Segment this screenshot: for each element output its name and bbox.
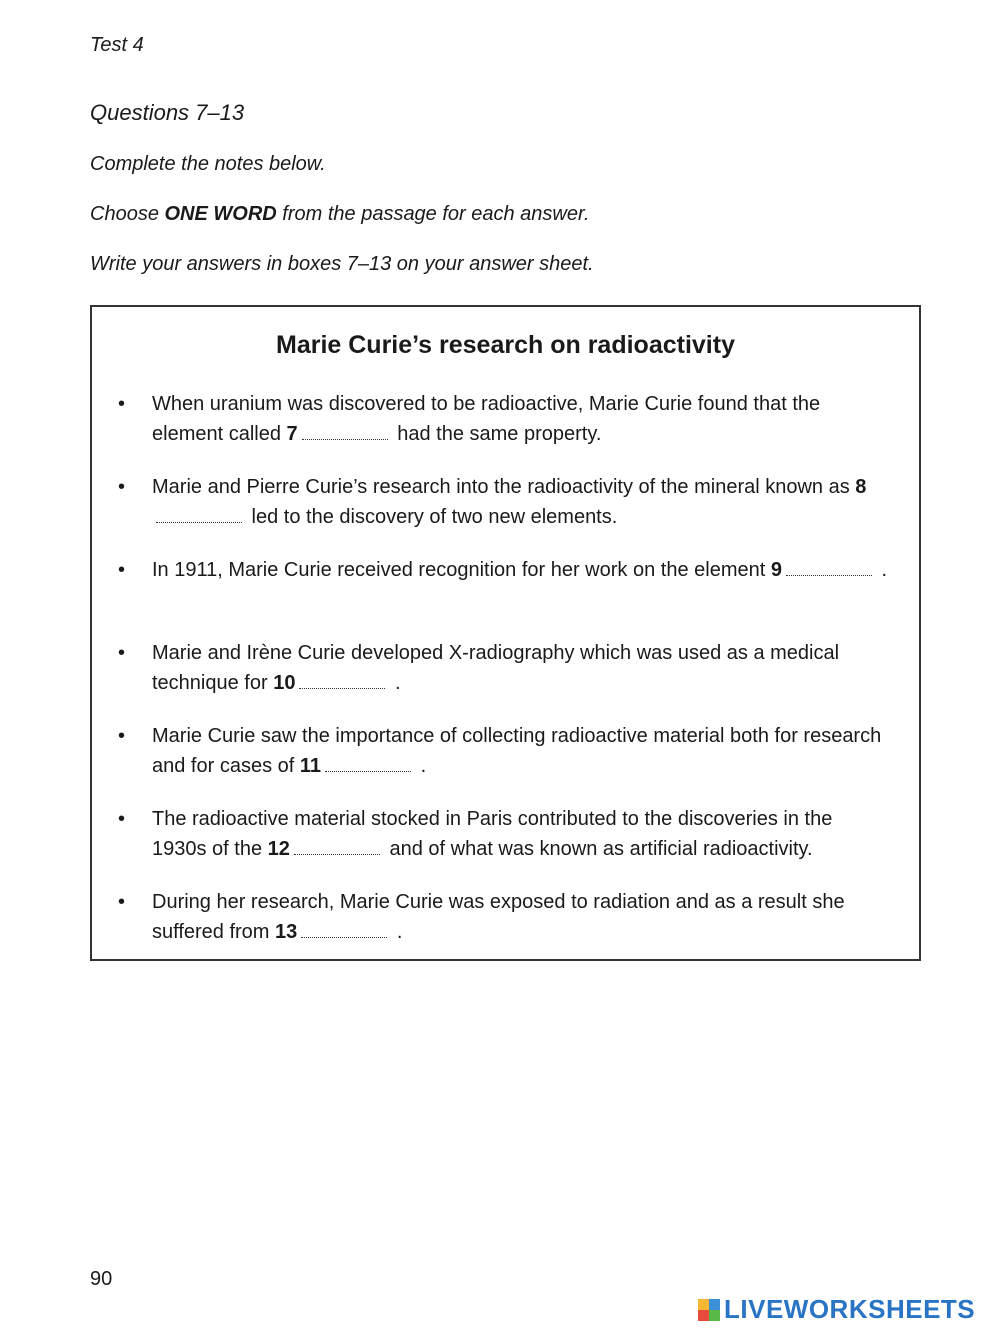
question-number: 12	[267, 838, 290, 860]
note-text-after: .	[875, 559, 888, 581]
note-item	[92, 472, 919, 532]
note-text-before: Marie and Irène Curie developed X-radiography which was used as a medical technique for	[152, 642, 840, 694]
question-number: 7	[286, 423, 298, 445]
notes-title: Marie Curie’s research on radioactivity	[276, 331, 735, 359]
answer-blank[interactable]	[156, 504, 242, 523]
note-text-before: During her research, Marie Curie was exposed to radiation and as a result she suffered from	[152, 891, 845, 943]
instruction-complete: Complete the notes below.	[90, 153, 326, 175]
bullet-icon: •	[118, 891, 126, 913]
note-text-before: The radioactive material stocked in Paris contributed to the discoveries in the 1930s of the	[152, 808, 833, 860]
answer-blank[interactable]	[786, 557, 872, 576]
question-number: 11	[299, 755, 322, 777]
instruction-choose-post: from the passage for each answer.	[276, 203, 590, 225]
answer-blank[interactable]	[301, 919, 387, 938]
answer-blank[interactable]	[302, 421, 388, 440]
bullet-icon: •	[118, 808, 126, 830]
note-text-after: .	[389, 672, 401, 694]
note-text-before: Marie Curie saw the importance of collecting radioactive material both for research and for cases of	[152, 725, 882, 777]
note-item	[92, 804, 919, 864]
note-text-after: and of what was known as artificial radioactivity.	[383, 838, 813, 860]
note-text-before: Marie and Pierre Curie’s research into the radioactivity of the mineral known as	[152, 476, 856, 498]
note-item	[92, 887, 919, 947]
liveworksheets-logo	[698, 1294, 975, 1325]
notes-list	[92, 389, 919, 970]
questions-title: Questions 7–13	[90, 100, 245, 125]
note-item	[92, 555, 919, 615]
note-item	[92, 389, 919, 449]
bullet-icon: •	[118, 476, 126, 498]
answer-blank[interactable]	[294, 836, 380, 855]
instruction-choose-bold: ONE WORD	[164, 203, 277, 225]
bullet-icon: •	[118, 393, 126, 415]
instruction-write: Write your answers in boxes 7–13 on your answer sheet.	[90, 253, 594, 275]
note-text-before: When uranium was discovered to be radioactive, Marie Curie found that the element called	[152, 393, 821, 445]
bullet-icon: •	[118, 725, 126, 747]
test-label: Test 4	[90, 34, 144, 56]
note-text-before: In 1911, Marie Curie received recognition for her work on the element	[152, 559, 771, 581]
liveworksheets-logo-text: LIVEWORKSHEETS	[724, 1294, 976, 1324]
instruction-choose-pre: Choose	[90, 203, 165, 225]
bullet-icon: •	[118, 642, 126, 664]
liveworksheets-logo-icon	[698, 1299, 720, 1321]
answer-blank[interactable]	[325, 753, 411, 772]
page-number: 90	[90, 1268, 113, 1290]
note-text-after: had the same property.	[391, 423, 602, 445]
instruction-choose	[90, 203, 589, 226]
question-number: 13	[275, 921, 298, 943]
note-item	[92, 638, 919, 698]
answer-blank[interactable]	[299, 670, 385, 689]
notes-box	[90, 305, 921, 961]
note-text-after: led to the discovery of two new elements.	[246, 506, 618, 528]
note-item	[92, 721, 919, 781]
question-number: 10	[273, 672, 296, 694]
question-number: 9	[770, 559, 782, 581]
note-text-after: .	[391, 921, 403, 943]
bullet-icon: •	[118, 559, 126, 581]
note-text-after: .	[415, 755, 427, 777]
question-number: 8	[855, 476, 867, 498]
